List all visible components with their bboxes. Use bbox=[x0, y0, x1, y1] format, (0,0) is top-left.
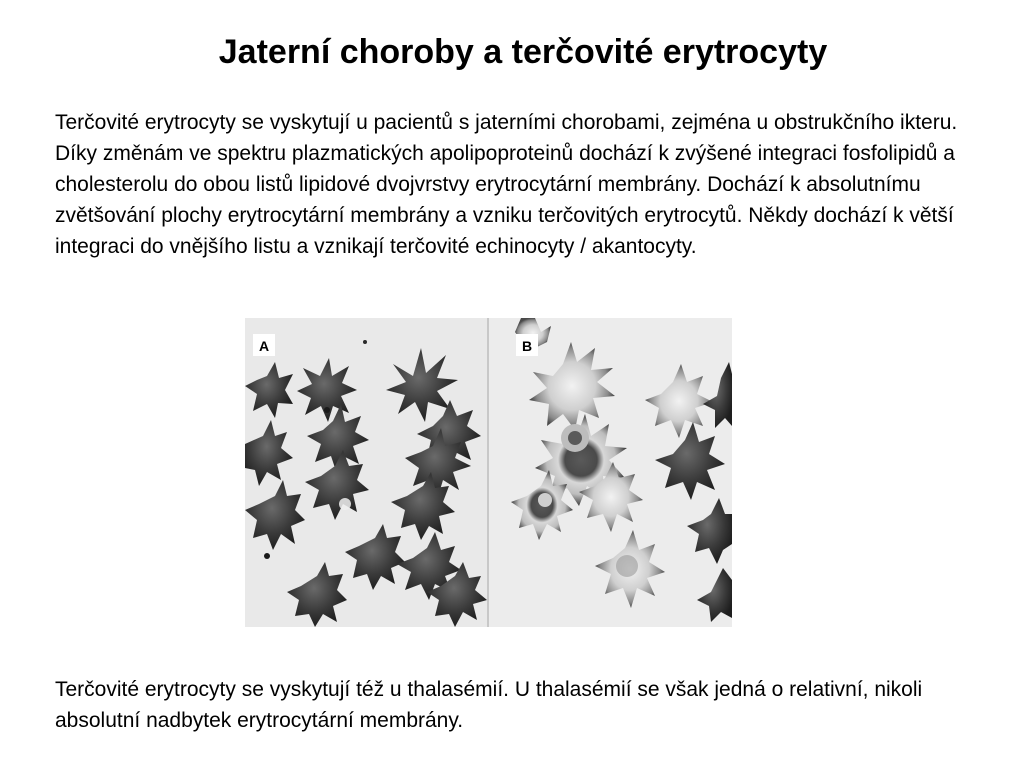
panel-a-label: A bbox=[258, 338, 270, 354]
slide-title: Jaterní choroby a terčovité erytrocyty bbox=[218, 33, 828, 71]
panel-b-label: B bbox=[521, 338, 533, 354]
micrograph-image bbox=[245, 318, 732, 627]
micrograph-figure bbox=[245, 318, 732, 627]
intro-paragraph: Terčovité erytrocyty se vyskytují u pacientů s jaterními chorobami, zejména u obstrukčního ikteru. Díky změnám ve spektru plazmatických apolipoproteinů dochází k zvýšené integraci fosfolipidů a cholesterolu do obou listů lipidové dvojvrstvy erytrocytární membrány. Dochází k absolutnímu zvětšování plochy erytrocytární membrány a vzniku terčovitých erytrocytů. Někdy dochází k větší integraci do vnějšího listu a vznikají terčovité echinocyty / akantocyty. bbox=[55, 111, 958, 258]
thalassemia-paragraph: Terčovité erytrocyty se vyskytují též u thalasémií. U thalasémií se však jedná o relativní, nikoli absolutní nadbytek erytrocytární membrány. bbox=[55, 678, 923, 732]
